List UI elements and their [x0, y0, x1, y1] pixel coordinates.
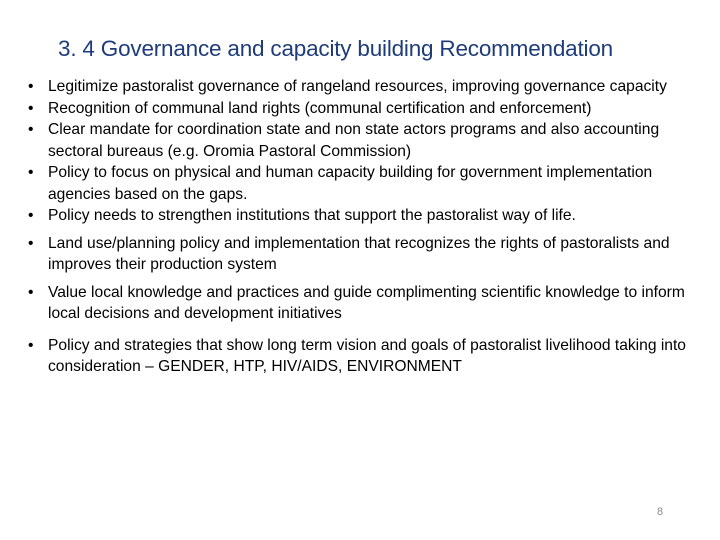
- bullet-text: Policy and strategies that show long term vision and goals of pastoralist livelihood taking into consideration – GENDER, HTP, HIV/AIDS, ENVIRONMENT: [48, 336, 686, 375]
- bullet-list: [28, 76, 708, 378]
- bullet-item: [28, 76, 708, 98]
- bullet-icon: •: [28, 336, 34, 354]
- bullet-text: Recognition of communal land rights (communal certification and enforcement): [48, 99, 592, 117]
- bullet-icon: •: [28, 164, 34, 181]
- bullet-icon: •: [28, 234, 34, 252]
- bullet-icon: •: [28, 78, 34, 95]
- slide-title: 3. 4 Governance and capacity building Recommendation: [58, 36, 613, 61]
- bullet-text: Clear mandate for coordination state and non state actors programs and also accounting sectoral bureaus (e.g. Oromia Pastoral Commission): [48, 121, 660, 160]
- bullet-text: Policy needs to strengthen institutions that support the pastoralist way of life.: [48, 207, 576, 224]
- bullet-text: Land use/planning policy and implementation that recognizes the rights of pastoralists and improves their production system: [48, 234, 670, 273]
- bullet-icon: •: [28, 207, 34, 224]
- bullet-icon: •: [28, 99, 34, 117]
- bullet-item: [28, 162, 708, 205]
- bullet-item: [28, 335, 708, 378]
- bullet-icon: •: [28, 283, 34, 301]
- bullet-item: [28, 205, 708, 227]
- bullet-item: [28, 119, 708, 162]
- bullet-text: Legitimize pastoralist governance of rangeland resources, improving governance capacity: [48, 78, 667, 95]
- bullet-item: [28, 282, 708, 325]
- bullet-icon: •: [28, 121, 34, 138]
- bullet-item: [28, 233, 708, 276]
- page-number: 8: [656, 506, 664, 518]
- bullet-text: Policy to focus on physical and human capacity building for government implementation agencies based on the gaps.: [48, 164, 653, 203]
- bullet-item: [28, 98, 708, 120]
- bullet-text: Value local knowledge and practices and guide complimenting scientific knowledge to inform local decisions and development initiatives: [48, 283, 685, 322]
